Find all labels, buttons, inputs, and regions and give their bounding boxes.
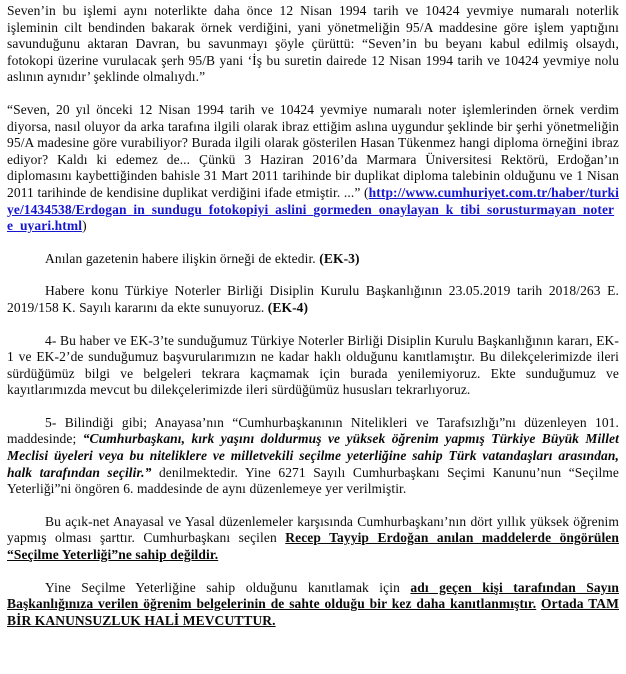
text-run: adı geçen kişi tarafından Sayın Başkanlığınıza verilen öğrenim belgelerinin de sahte olduğu bir kez daha kanıtlanmıştır. [7,579,619,612]
text-run: “Seven, 20 yıl önceki 12 Nisan 1994 tarih ve 10424 yevmiye numaralı noter işlemlerinden örnek verdim diyorsa, nasıl oluyor da arka tarafına ilgili olarak ibraz ettiğim aslına uygundur şeklinde bir şerhi yönetmeliğin 95/A madesine göre vurabiliyor? Burada ilgili olarak gösterilen Hasan Tükenmez hangi diploma örneğini ibraz ediyor? Kaldı ki edemez de... Çünkü 3 Haziran 2016’da Marmara Üniversitesi Rektörü, Erdoğan’ın diplomasını kaybettiğinden bahisle 31 Mart 2011 tarihinde bir duplikat diploma talebinin olduğunu ve 1 Nisan 2011 tarihinde de kendisine duplikat verdiğini ifade etmiştir. ...” ( [7,101,619,200]
paragraph-2 [7,102,619,235]
paragraph-7 [7,514,619,564]
text-run: Habere konu Türkiye Noterler Birliği Disiplin Kurulu Başkanlığının 23.05.2019 tarih 2018/263 E. 2019/158 K. Sayılı kararını da ekte sunuyoruz. [7,283,619,315]
paragraph-6 [7,415,619,498]
article-hyperlink[interactable]: http://www.cumhuriyet.com.tr/haber/turkiye/1434538/Erdogan_in_sundugu_fotokopiyi_aslini_gormeden_onaylayan_k_tibi_sorusturmayan_notere_uyari.html [7,184,619,234]
text-run: (EK-4) [267,299,309,315]
text-run: Bu açık-net Anayasal ve Yasal düzenlemeler karşısında Cumhurbaşkanı’nın dört yıllık yüksek öğrenim yapmış olması şarttır. Cumhurbaşkanı seçilen [7,513,619,546]
text-run: Recep Tayyip Erdoğan anılan maddelerde öngörülen “Seçilme Yeterliği”ne sahip değildir. [7,530,619,563]
paragraph-3 [7,251,619,268]
paragraph-1 [7,3,619,86]
text-run: 5- Bilindiği gibi; Anayasa’nın “Cumhurbaşkanının Nitelikleri ve Tarafsızlığı”nı düzenleyen 101. maddesinde; [7,414,619,447]
paragraph-4 [7,283,619,316]
text-run: (EK-3) [319,250,360,266]
text-run: denilmektedir. Yine 6271 Sayılı Cumhurbaşkanı Seçimi Kanunu’nun “Seçilme Yeterliği”ni öngören 6. maddesinde de aynı düzenlemeye yer verilmiştir. [7,464,619,497]
text-run: Ortada TAM BİR KANUNSUZLUK HALİ MEVCUTTUR. [7,596,619,628]
text-run: “Cumhurbaşkanı, kırk yaşını doldurmuş ve yüksek öğrenim yapmış Türkiye Büyük Millet Meclisi üyeleri veya bu niteliklere ve milletvekili seçilme yeterliğine sahip Türk vatandaşları arasından, halk tarafından seçilir.” [7,431,619,480]
text-run: Yine Seçilme Yeterliğine sahip olduğunu kanıtlamak için [45,579,411,595]
text-run: ) [82,218,87,234]
paragraph-8 [7,580,619,630]
text-run: 4- Bu haber ve EK-3’te sunduğumuz Türkiye Noterler Birliği Disiplin Kurulu Başkanlığının kararı, EK-1 ve EK-2’de sunduğumuz başvurularımızın ne kadar haklı olduğunu kanıtlamıştır. Bu dilekçelerimizde ileri sürdüğümüz bilgi ve belgeleri tekrara kaçmamak için burada yenilemiyoruz. Ekte sunduğumuz ve kayıtlarımızda mevcut bu dilekçelerimizde ileri sürdüğümüz hususları tekrarlıyoruz. [7,332,619,398]
document-body [7,3,619,629]
text-run: Anılan gazetenin habere ilişkin örneği de ektedir. [45,250,320,266]
text-run: Seven’in bu işlemi aynı noterlikte daha önce 12 Nisan 1994 tarih ve 10424 yevmiye numaralı noterlik işleminin cilt bendinden bakarak örnek verdiğini, yani yönetmeliğin 95/A maddesine göre işlem yaptığını savunduğunu aktaran Davran, bu savunmayı şöyle çürüttü: “Seven’in bu beyanı kabul edilmiş olsaydı, fotokopi üzerine vurulacak şerh 95/B yani ‘İş bu suretin dairede 12 Nisan 1994 tarih ve 10424 yevmiye nolu aslının aynıdır’ şeklinde olmalıydı.” [7,3,619,85]
paragraph-5 [7,333,619,399]
